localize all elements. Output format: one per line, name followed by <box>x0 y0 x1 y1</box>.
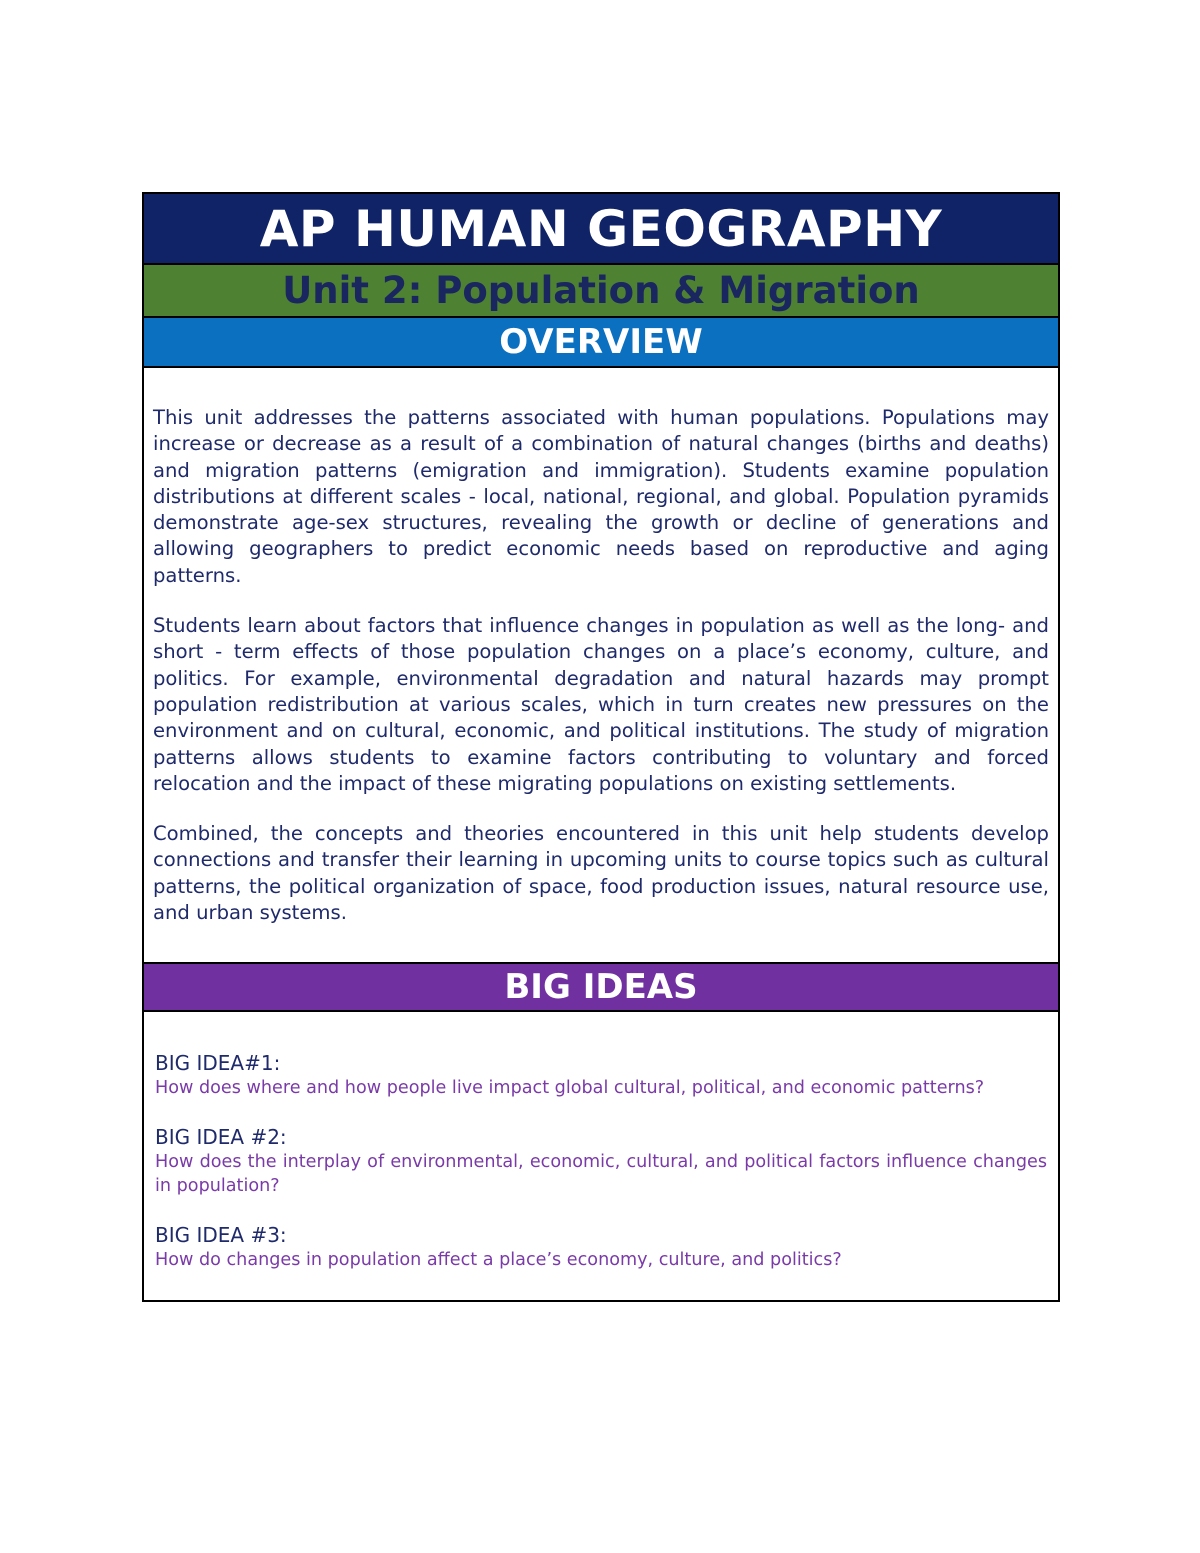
big-ideas-heading: BIG IDEAS <box>144 962 1058 1012</box>
page-title: AP HUMAN GEOGRAPHY <box>144 194 1058 265</box>
big-idea-2 <box>155 1124 1047 1198</box>
overview-paragraph-2: Students learn about factors that influence changes in population as well as the long- and short - term effects of those population changes on a place’s economy, culture, and politics. For example, environmental degradation and natural hazards may prompt population redistribution at various scales, which in turn creates new pressures on the environment and on cultural, economic, and political institutions. The study of migration patterns allows students to examine factors contributing to voluntary and forced relocation and the impact of these migrating populations on existing settlements. <box>153 614 1049 795</box>
big-idea-label: BIG IDEA #2: <box>155 1125 287 1150</box>
big-idea-question: How does where and how people live impact global cultural, political, and economic patterns? <box>155 1078 985 1099</box>
big-idea-label: BIG IDEA #3: <box>155 1223 287 1248</box>
overview-paragraph-1: This unit addresses the patterns associated with human populations. Populations may increase or decrease as a result of a combination of natural changes (births and deaths) and migration patterns (emigration and immigration). Students examine population distributions at different scales - local, national, regional, and global. Population pyramids demonstrate age-sex structures, revealing the growth or decline of generations and allowing geographers to predict economic needs based on reproductive and aging patterns. <box>153 406 1049 587</box>
big-idea-question: How do changes in population affect a place’s economy, culture, and politics? <box>155 1250 842 1271</box>
big-idea-label: BIG IDEA#1: <box>155 1051 281 1076</box>
document-sheet <box>142 192 1060 1302</box>
overview-heading: OVERVIEW <box>144 318 1058 368</box>
big-idea-3 <box>155 1222 1047 1272</box>
big-ideas-section <box>144 1012 1058 1300</box>
unit-subtitle: Unit 2: Population & Migration <box>144 265 1058 318</box>
big-idea-question: How does the interplay of environmental, economic, cultural, and political factors influence changes in population? <box>155 1152 1047 1197</box>
big-idea-1 <box>155 1050 1047 1100</box>
overview-section <box>144 368 1058 962</box>
overview-paragraph-3: Combined, the concepts and theories encountered in this unit help students develop connections and transfer their learning in upcoming units to course topics such as cultural patterns, the political organization of space, food production issues, natural resource use, and urban systems. <box>153 822 1049 925</box>
